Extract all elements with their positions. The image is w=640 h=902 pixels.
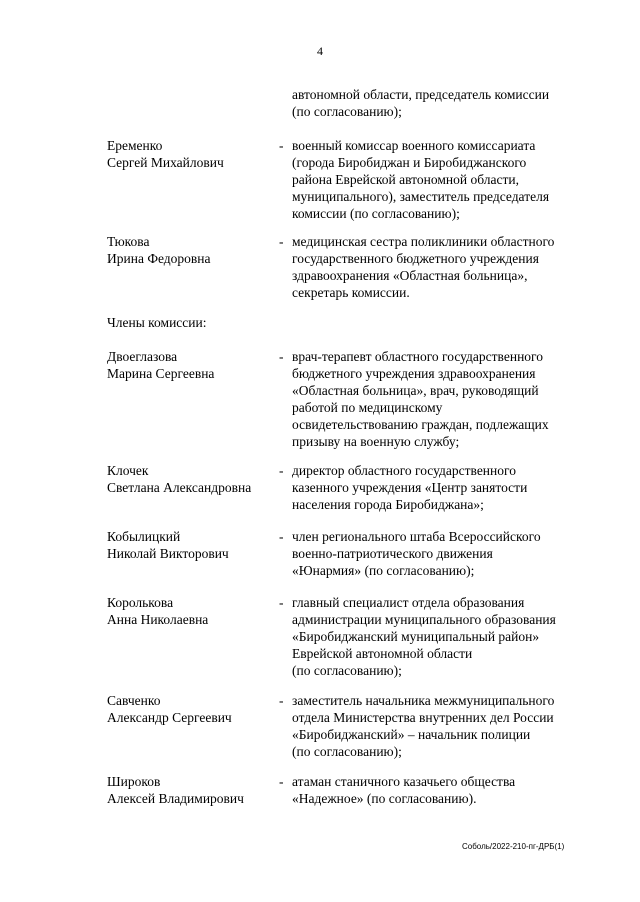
text-line: района Еврейской автономной области, — [292, 172, 519, 187]
given-names: Александр Сергеевич — [107, 710, 232, 725]
text-line: атаман станичного казачьего общества — [292, 774, 516, 789]
dash: - — [279, 138, 284, 153]
person-name — [107, 773, 282, 807]
surname: Королькова — [107, 595, 174, 610]
given-names: Марина Сергеевна — [107, 366, 215, 381]
surname: Широков — [107, 774, 161, 789]
dash: - — [279, 774, 284, 789]
dash: - — [279, 234, 284, 249]
dash: - — [279, 529, 284, 544]
text-line: казенного учреждения «Центр занятости — [292, 480, 528, 495]
given-names: Светлана Александровна — [107, 480, 252, 495]
text-line: здравоохранения «Областная больница», — [292, 268, 528, 283]
text-line: (по согласованию); — [292, 104, 402, 119]
person-name — [107, 462, 282, 496]
surname: Савченко — [107, 693, 161, 708]
surname: Кобылицкий — [107, 529, 181, 544]
role-description — [292, 137, 572, 222]
role-description — [292, 462, 572, 513]
text-line: (по согласованию); — [292, 663, 402, 678]
given-names: Ирина Федоровна — [107, 251, 211, 266]
surname: Тюкова — [107, 234, 150, 249]
text-line: автономной области, председатель комиссии — [292, 87, 550, 102]
role-description — [292, 773, 572, 807]
text-line: бюджетного учреждения здравоохранения — [292, 366, 536, 381]
continuation-text — [292, 86, 572, 120]
given-names: Николай Викторович — [107, 546, 229, 561]
text-line: военно-патриотического движения — [292, 546, 493, 561]
given-names: Анна Николаевна — [107, 612, 209, 627]
text-line: населения города Биробиджана»; — [292, 497, 484, 512]
person-name — [107, 692, 282, 726]
person-name — [107, 137, 282, 171]
page-number: 4 — [317, 44, 323, 58]
role-description — [292, 233, 572, 301]
dash: - — [279, 595, 284, 610]
text-line: медицинская сестра поликлиники областного — [292, 234, 555, 249]
text-line: работой по медицинскому — [292, 400, 443, 415]
text-line: главный специалист отдела образования — [292, 595, 525, 610]
text-line: «Биробиджанский муниципальный район» — [292, 629, 540, 644]
text-line: секретарь комиссии. — [292, 285, 410, 300]
text-line: директор областного государственного — [292, 463, 516, 478]
text-line: (по согласованию); — [292, 744, 402, 759]
surname: Клочек — [107, 463, 149, 478]
role-description — [292, 594, 572, 679]
dash: - — [279, 693, 284, 708]
text-line: отдела Министерства внутренних дел России — [292, 710, 554, 725]
text-line: администрации муниципального образования — [292, 612, 556, 627]
text-line: «Биробиджанский» – начальник полиции — [292, 727, 531, 742]
role-description — [292, 348, 572, 450]
text-line: освидетельствованию граждан, подлежащих — [292, 417, 549, 432]
person-name — [107, 233, 282, 267]
text-line: военный комиссар военного комиссариата — [292, 138, 536, 153]
surname: Двоеглазова — [107, 349, 178, 364]
document-code: Соболь/2022-210-пг-ДРБ(1) — [462, 842, 565, 851]
text-line: врач-терапевт областного государственного — [292, 349, 543, 364]
text-line: муниципального), заместитель председателя — [292, 189, 550, 204]
person-name — [107, 348, 282, 382]
role-description — [292, 528, 572, 579]
text-line: призыву на военную службу; — [292, 434, 460, 449]
text-line: член регионального штаба Всероссийского — [292, 529, 541, 544]
text-line: Еврейской автономной области — [292, 646, 473, 661]
person-name — [107, 528, 282, 562]
person-name — [107, 594, 282, 628]
text-line: «Надежное» (по согласованию). — [292, 791, 477, 806]
text-line: государственного бюджетного учреждения — [292, 251, 539, 266]
text-line: (города Биробиджан и Биробиджанского — [292, 155, 527, 170]
text-line: «Областная больница», врач, руководящий — [292, 383, 539, 398]
members-heading: Члены комиссии: — [107, 315, 207, 330]
text-line: «Юнармия» (по согласованию); — [292, 563, 475, 578]
given-names: Сергей Михайлович — [107, 155, 224, 170]
text-line: заместитель начальника межмуниципального — [292, 693, 555, 708]
given-names: Алексей Владимирович — [107, 791, 244, 806]
surname: Еременко — [107, 138, 163, 153]
dash: - — [279, 463, 284, 478]
dash: - — [279, 349, 284, 364]
text-line: комиссии (по согласованию); — [292, 206, 460, 221]
role-description — [292, 692, 572, 760]
